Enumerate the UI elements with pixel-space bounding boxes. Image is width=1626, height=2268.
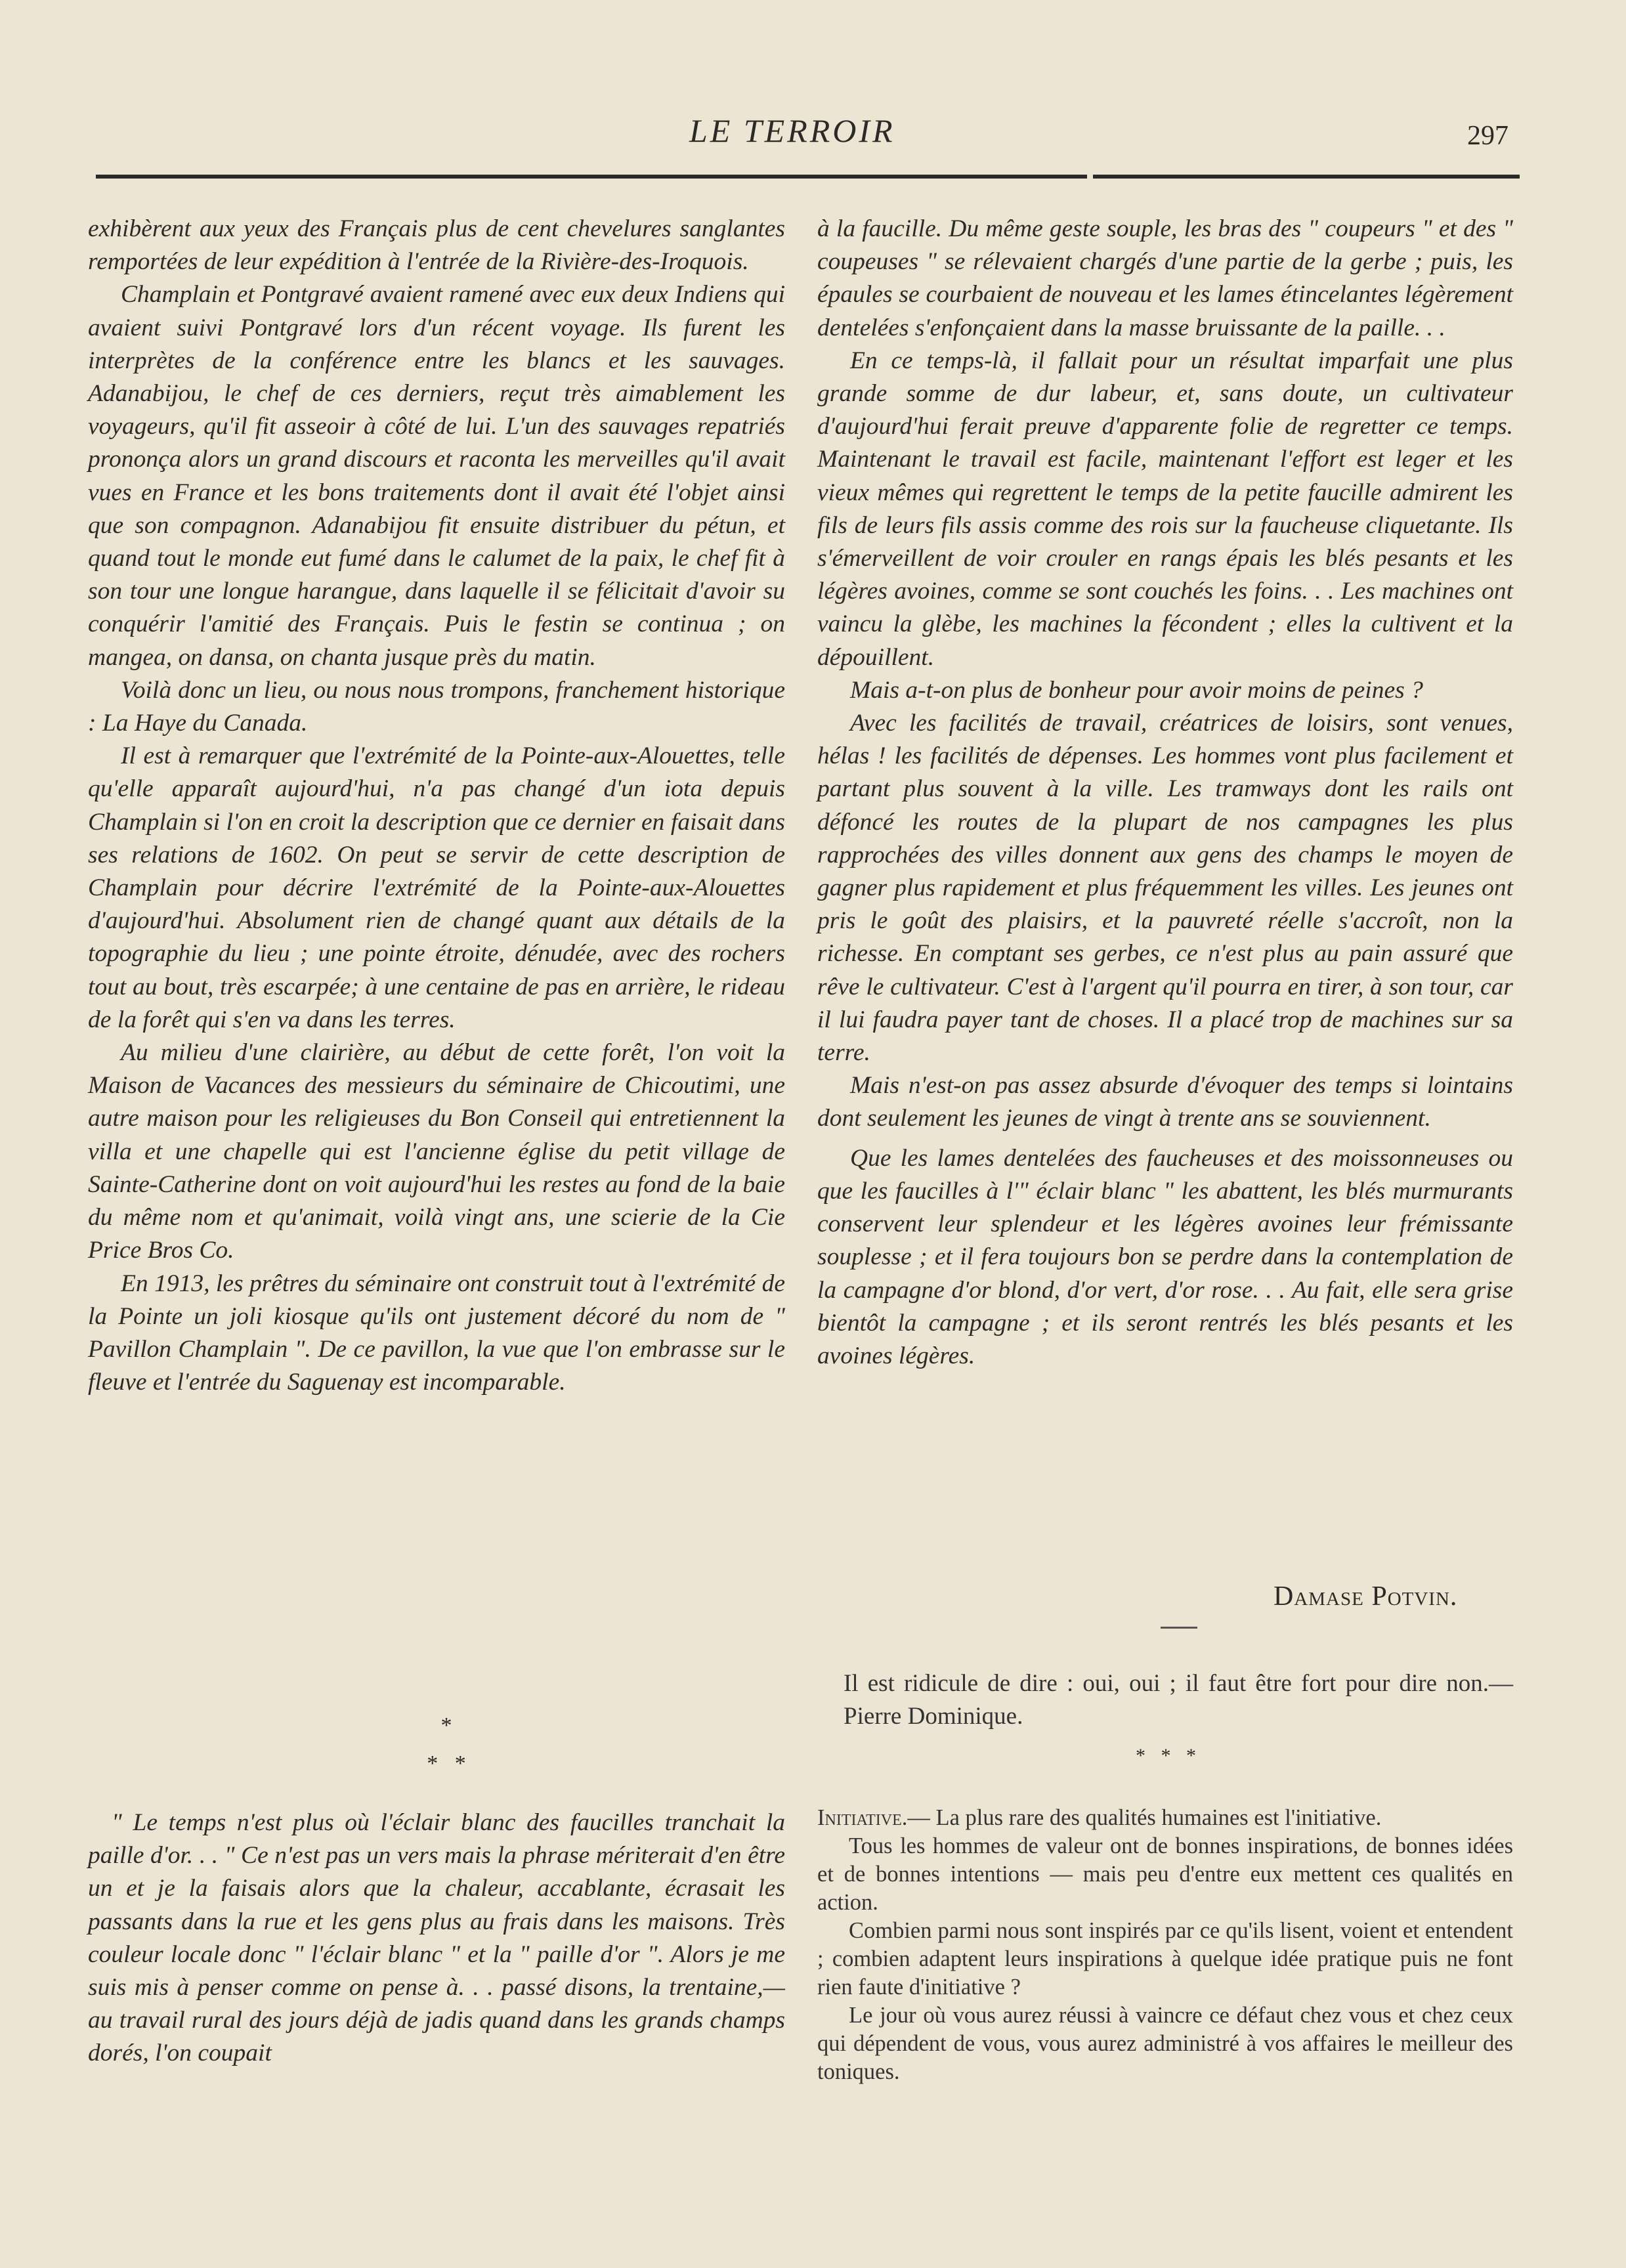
- section-heading: Initiative.: [817, 1805, 908, 1830]
- paragraph: Champlain et Pontgravé avaient ramené avec eux deux Indiens qui avaient suivi Pontgravé lors d'un récent voyage. Ils furent les interprètes de la conférence entre les blancs et les sauvages. Adanabijou, le chef de ces derniers, reçut très aimablement les voyageurs, qu'il fit asseoir à côté de lui. L'un des sauvages repatriés prononça alors un grand discours et raconta les merveilles qu'il avait vues en France et les bons traitements dont il avait été l'objet ainsi que son compagnon. Adanabijou fit ensuite distribuer du pétun, et quand tout le monde eut fumé dans le calumet de la paix, le chef fit à son tour une longue harangue, dans laquelle il se félicitait d'avoir su conquérir l'amitié des Français. Puis le festin se continua ; on mangea, on dansa, on chanta jusque près du matin.: [88, 281, 785, 671]
- paragraph: En ce temps-là, il fallait pour un résultat imparfait une plus grande somme de dur labeur, et, sans doute, un cultivateur d'aujourd'hui ferait preuve d'apparente folie de regretter ce temps. Maintenant le travail est facile, maintenant l'effort est leger et les vieux mêmes qui regrettent le temps de la petite faucille admirent les fils de leurs fils assis comme des rois sur la faucheuse cliquetante. Ils s'émerveillent de voir crouler en rangs épais les blés pesants et les légères avoines, comme se sont couchés les foins. . . Les machines ont vaincu la glèbe, les machines la fécondent ; elles la cultivent et la dépouillent.: [817, 347, 1513, 671]
- right-bottom-column: [817, 1804, 1513, 2086]
- header-rule-left: [96, 175, 1087, 179]
- section-separator-left: [381, 1707, 512, 1783]
- right-column: [817, 213, 1513, 1373]
- paragraph: Que les lames dentelées des faucheuses et des moissonneuses ou que les faucilles à l'" éclair blanc " les abattent, les blés murmurants conservent leur splendeur et les légères avoines leur frémissante souplesse ; et il fera toujours bon se perdre dans la contemplation de la campagne d'or blond, d'or vert, d'or rose. . . Au fait, elle sera grise bientôt la campagne ; et ils seront rentrés les blés pesants et les avoines légères.: [817, 1144, 1513, 1369]
- page-number: 297: [1467, 121, 1508, 151]
- paragraph: Mais n'est-on pas assez absurde d'évoquer des temps si lointains dont seulement les jeunes de vingt à trente ans se souviennent.: [817, 1072, 1513, 1132]
- divider: [1161, 1627, 1197, 1629]
- running-header-title: LE TERROIR: [689, 112, 895, 149]
- paragraph: Mais a-t-on plus de bonheur pour avoir moins de peines ?: [850, 676, 1423, 704]
- paragraph: Avec les facilités de travail, créatrices de loisirs, sont venues, hélas ! les facilités de dépenses. Les hommes vont plus facilement et partant plus souvent à la ville. Les tramways dont les rails ont défoncé les routes de la plupart de nos campagnes les plus rapprochées des villes donnent aux gens des champs le moyen de gagner plus rapidement et plus fréquemment les villes. Les jeunes ont pris le goût des plaisirs, et la pauvreté réelle s'accroît, non la richesse. En comptant ses gerbes, ce n'est plus au pain assuré que rêve le cultivateur. C'est à l'argent qu'il pourra en tirer, à son tour, car il lui faudra payer tant de choses. Il a placé trop de machines sur sa terre.: [817, 710, 1513, 1067]
- section-separator-right: * * *: [1136, 1745, 1201, 1766]
- paragraph: à la faucille. Du même geste souple, les bras des " coupeurs " et des " coupeuses " se rélevaient chargés d'une partie de la gerbe ; puis, les épaules se courbaient de nouveau et les lames étincelantes légèrement dentelées s'enfonçaient dans la masse bruissante de la paille. . .: [817, 215, 1513, 341]
- paragraph: Voilà donc un lieu, ou nous nous trompons, franchement historique : La Haye du Canada.: [88, 676, 785, 737]
- quotation: Il est ridicule de dire : oui, oui ; il faut être fort pour dire non.— Pierre Dominique.: [844, 1670, 1513, 1730]
- left-column: [88, 213, 785, 1399]
- asterisk-bottom: * *: [427, 1751, 466, 1776]
- paragraph: [817, 1804, 1513, 1832]
- paragraph: Tous les hommes de valeur ont de bonnes inspirations, de bonnes idées et de bonnes intentions — mais peu d'entre eux mettent ces qualités en action.: [817, 1833, 1513, 1915]
- author-signature: Damase Potvin.: [1273, 1581, 1458, 1612]
- paragraph: Au milieu d'une clairière, au début de cette forêt, l'on voit la Maison de Vacances des messieurs du séminaire de Chicoutimi, une autre maison pour les religieuses du Bon Conseil qui entretiennent la villa et une chapelle qui est l'ancienne église du petit village de Sainte-Catherine dont on voit aujourd'hui les restes au fond de la baie du même nom et qu'animait, voilà vingt ans, une scierie de la Cie Price Bros Co.: [88, 1039, 785, 1264]
- paragraph: En 1913, les prêtres du séminaire ont construit tout à l'extrémité de la Pointe un joli kiosque qu'ils ont justement décoré du nom de " Pavillon Champlain ". De ce pavillon, la vue que l'on embrasse sur le fleuve et l'entrée du Saguenay est incomparable.: [88, 1270, 785, 1396]
- paragraph-text: — La plus rare des qualités humaines est l'initiative.: [907, 1805, 1382, 1830]
- header-rule-right: [1093, 175, 1520, 179]
- paragraph: Le jour où vous aurez réussi à vaincre ce défaut chez vous et chez ceux qui dépendent de vous, vous aurez administré à vos affaires le meilleur des toniques.: [817, 2003, 1513, 2084]
- paragraph: " Le temps n'est plus où l'éclair blanc des faucilles tranchait la paille d'or. . . " Ce n'est pas un vers mais la phrase mériterait d'en être un et je la faisais alors que la chaleur, accablante, écrasait les passants dans la rue et les gens plus au frais dans les maisons. Très couleur locale donc " l'éclair blanc " et la " paille d'or ". Alors je me suis mis à penser comme on pense à. . . passé disons, la trentaine,— au travail rural des jours déjà de jadis quand dans les grands champs dorés, l'on coupait: [88, 1809, 785, 2067]
- paragraph: Combien parmi nous sont inspirés par ce qu'ils lisent, voient et entendent ; combien adaptent leurs inspirations à quelque idée pratique puis ne font rien faute d'initiative ?: [817, 1918, 1513, 2000]
- asterisk-top: *: [440, 1713, 452, 1738]
- paragraph: Il est à remarquer que l'extrémité de la Pointe-aux-Alouettes, telle qu'elle apparaît aujourd'hui, n'a pas changé d'un iota depuis Champlain si l'on en croit la description que ce dernier en faisait dans ses relations de 1602. On peut se servir de cette description de Champlain pour décrire l'extrémité de la Pointe-aux-Alouettes d'aujourd'hui. Absolument rien de changé quant aux détails de la topographie du lieu ; une pointe étroite, dénudée, avec des rochers tout au bout, très escarpée; à une centaine de pas en arrière, le rideau de la forêt qui s'en va dans les terres.: [88, 742, 785, 1033]
- paragraph: exhibèrent aux yeux des Français plus de cent chevelures sanglantes remportées de leur expédition à l'entrée de la Rivière-des-Iroquois.: [88, 215, 785, 276]
- left-bottom-column: [88, 1807, 785, 2070]
